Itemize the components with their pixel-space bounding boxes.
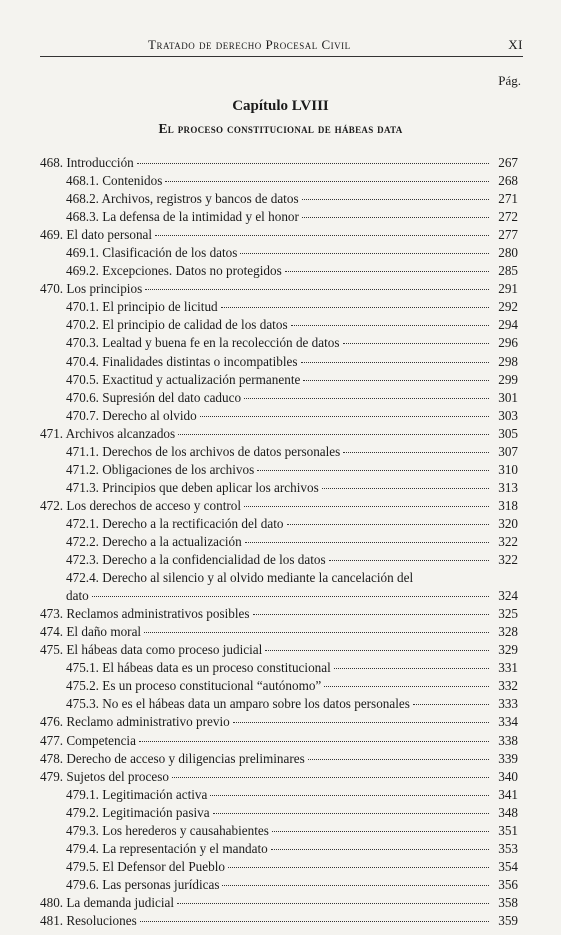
toc-entry-page: 294 <box>498 317 518 333</box>
leader-dots <box>139 740 489 742</box>
leader-dots <box>302 216 489 218</box>
toc-entry-label: 472.4. Derecho al silencio y al olvido mediante la cancelación del <box>66 570 414 586</box>
leader-dots <box>210 794 489 796</box>
toc-entry-label: 470.4. Finalidades distintas o incompatibles <box>66 353 298 369</box>
toc-entry-label: 475.3. No es el hábeas data un amparo sobre los datos personales <box>66 696 410 712</box>
toc-entry-page: 334 <box>498 714 518 730</box>
toc-entry-label: 469.2. Excepciones. Datos no protegidos <box>66 263 282 279</box>
leader-dots <box>303 379 489 381</box>
toc-entry-label: 469. El dato personal <box>40 227 153 243</box>
toc-entry <box>40 262 518 280</box>
toc-entry-label: 471.3. Principios que deben aplicar los archivos <box>66 479 319 495</box>
toc-entry <box>40 371 518 389</box>
leader-dots <box>244 397 489 399</box>
running-header <box>40 36 523 57</box>
toc-entry-page: 359 <box>498 912 518 928</box>
leader-dots <box>233 721 489 723</box>
toc-entry-page: 332 <box>498 678 518 694</box>
toc-entry-page: 296 <box>498 335 518 351</box>
leader-dots <box>343 342 489 344</box>
leader-dots <box>343 451 489 453</box>
toc-entry-label: 474. El daño moral <box>40 624 142 640</box>
toc-entry-page: 338 <box>498 732 518 748</box>
toc-entry <box>40 461 518 479</box>
toc-entry <box>40 208 518 226</box>
toc-entry <box>40 695 518 713</box>
toc-entry-label: 471. Archivos alcanzados <box>40 425 176 441</box>
toc-entry-label: 472.1. Derecho a la rectificación del dato <box>66 515 284 531</box>
toc-entry <box>40 190 518 208</box>
leader-dots <box>308 758 489 760</box>
toc-entry-page: 280 <box>498 245 518 261</box>
leader-dots <box>301 361 490 363</box>
leader-dots <box>245 541 489 543</box>
leader-dots <box>329 559 489 561</box>
leader-dots <box>144 631 489 633</box>
book-title: Tratado de derecho Procesal Civil <box>148 37 351 52</box>
leader-dots <box>271 848 489 850</box>
leader-dots <box>257 469 489 471</box>
toc-entry-page: 291 <box>498 281 518 297</box>
toc-entry-page: 329 <box>498 642 518 658</box>
toc-entry-page: 356 <box>498 876 518 892</box>
toc-entry-label: 472.3. Derecho a la confidencialidad de los datos <box>66 552 326 568</box>
toc-entry-label: 479.6. Las personas jurídicas <box>66 876 220 892</box>
toc-entry <box>40 244 518 262</box>
toc-entry-page: 333 <box>498 696 518 712</box>
toc-entry <box>40 713 518 731</box>
toc-entry-label: 472. Los derechos de acceso y control <box>40 497 242 513</box>
toc-entry-label: 478. Derecho de acceso y diligencias preliminares <box>40 750 305 766</box>
toc-entry-page: 303 <box>498 407 518 423</box>
toc-entry-page: 351 <box>498 822 518 838</box>
leader-dots <box>172 776 489 778</box>
toc-entry <box>40 226 518 244</box>
leader-dots <box>302 198 489 200</box>
toc-entry-label: 468.3. La defensa de la intimidad y el honor <box>66 209 299 225</box>
leader-dots <box>228 866 489 868</box>
toc-entry-page: 331 <box>498 660 518 676</box>
toc-entry-page: 272 <box>498 209 518 225</box>
toc-entry-page: 298 <box>498 353 518 369</box>
toc-entry-label: 470.7. Derecho al olvido <box>66 407 197 423</box>
toc-entry-label: 477. Competencia <box>40 732 136 748</box>
toc-entry <box>40 623 518 641</box>
leader-dots <box>221 306 489 308</box>
toc-entry-label: 475.1. El hábeas data es un proceso constitucional <box>66 660 331 676</box>
toc-entry <box>40 515 518 533</box>
leader-dots <box>413 703 489 705</box>
toc-entry <box>40 804 518 822</box>
toc-entry-label: 468. Introducción <box>40 155 134 170</box>
toc-entry-label: 472.2. Derecho a la actualización <box>66 533 242 549</box>
leader-dots <box>244 505 489 507</box>
toc-entry <box>40 389 518 407</box>
toc-entry <box>40 425 518 443</box>
leader-dots <box>265 649 489 651</box>
leader-dots <box>213 812 489 814</box>
toc-entry-label-continued: dato <box>66 588 89 604</box>
toc-entry-label: 475. El hábeas data como proceso judicial <box>40 642 263 658</box>
leader-dots <box>324 685 489 687</box>
toc-entry-label: 479.1. Legitimación activa <box>66 786 208 802</box>
leader-dots <box>334 667 489 669</box>
toc-entry-page: 325 <box>498 606 518 622</box>
toc-entry-page: 310 <box>498 461 518 477</box>
toc-entry <box>40 912 518 930</box>
toc-entry-page: 320 <box>498 515 518 531</box>
toc-entry <box>40 641 518 659</box>
leader-dots <box>178 433 489 435</box>
leader-dots <box>291 324 489 326</box>
toc-entry-label: 479.4. La representación y el mandato <box>66 840 268 856</box>
toc-entry <box>40 154 518 172</box>
toc-entry-page: 322 <box>498 533 518 549</box>
toc-entry <box>40 732 518 750</box>
toc-entry-page: 328 <box>498 624 518 640</box>
toc-entry-label: 479. Sujetos del proceso <box>40 768 169 784</box>
leader-dots <box>165 180 489 182</box>
toc-entry <box>40 353 518 371</box>
toc-entry <box>40 334 518 352</box>
toc-entry-page: 354 <box>498 858 518 874</box>
toc-entry-label: 471.2. Obligaciones de los archivos <box>66 461 255 477</box>
toc-entry-label: 471.1. Derechos de los archivos de datos personales <box>66 443 341 459</box>
toc-entry-page: 267 <box>498 155 518 170</box>
toc-entry-page: 324 <box>498 588 518 604</box>
toc-entry-label: 470.2. El principio de calidad de los datos <box>66 317 288 333</box>
leader-dots <box>272 830 489 832</box>
leader-dots <box>140 920 489 922</box>
toc-entry-label: 468.1. Contenidos <box>66 173 163 189</box>
toc-entry-label: 479.3. Los herederos y causahabientes <box>66 822 269 838</box>
leader-dots <box>177 902 489 904</box>
toc-entry-label: 470.5. Exactitud y actualización permanente <box>66 371 301 387</box>
toc-entry-page: 271 <box>498 191 518 207</box>
leader-dots <box>92 595 489 597</box>
toc-entry-page: 318 <box>498 497 518 513</box>
toc-entry <box>40 786 518 804</box>
toc-entry-page: 268 <box>498 173 518 189</box>
leader-dots <box>287 523 490 525</box>
toc-entry-label: 476. Reclamo administrativo previo <box>40 714 230 730</box>
toc-entry-label: 470.6. Supresión del dato caduco <box>66 389 242 405</box>
toc-entry-page: 340 <box>498 768 518 784</box>
toc-entry-page: 341 <box>498 786 518 802</box>
toc-entry <box>40 605 518 623</box>
leader-dots <box>240 252 489 254</box>
toc-entry <box>40 443 518 461</box>
toc-entry-page: 301 <box>498 389 518 405</box>
toc-entry <box>40 822 518 840</box>
table-of-contents <box>40 154 518 930</box>
leader-dots <box>253 613 489 615</box>
toc-entry-label: 479.2. Legitimación pasiva <box>66 804 210 820</box>
toc-entry-page: 307 <box>498 443 518 459</box>
toc-entry-page: 292 <box>498 299 518 315</box>
leader-dots <box>155 234 489 236</box>
toc-entry-label: 470.1. El principio de licitud <box>66 299 218 315</box>
toc-entry-page: 348 <box>498 804 518 820</box>
toc-entry <box>40 894 518 912</box>
toc-entry-label: 481. Resoluciones <box>40 912 137 928</box>
leader-dots <box>222 884 489 886</box>
toc-entry-page: 285 <box>498 263 518 279</box>
toc-entry-page: 305 <box>498 425 518 441</box>
toc-entry-page: 339 <box>498 750 518 766</box>
toc-entry <box>40 551 518 569</box>
leader-dots <box>145 288 489 290</box>
toc-entry-label: 475.2. Es un proceso constitucional “autónomo” <box>66 678 322 694</box>
toc-entry-page: 299 <box>498 371 518 387</box>
toc-entry-page: 277 <box>498 227 518 243</box>
page-number: XI <box>508 37 523 52</box>
leader-dots <box>322 487 489 489</box>
toc-entry <box>40 298 518 316</box>
leader-dots <box>285 270 489 272</box>
toc-entry <box>40 876 518 894</box>
leader-dots <box>137 162 489 164</box>
page-column-label: Pág. <box>498 73 521 88</box>
toc-entry <box>40 659 518 677</box>
toc-entry <box>40 533 518 551</box>
chapter-subtitle: El proceso constitucional de hábeas data <box>158 121 403 136</box>
toc-entry-label: 470. Los principios <box>40 281 143 297</box>
toc-entry <box>40 840 518 858</box>
toc-entry <box>40 858 518 876</box>
toc-entry <box>40 569 518 605</box>
toc-entry <box>40 768 518 786</box>
toc-entry-page: 353 <box>498 840 518 856</box>
toc-entry <box>40 750 518 768</box>
toc-entry-page: 322 <box>498 552 518 568</box>
toc-entry-label: 470.3. Lealtad y buena fe en la recolección de datos <box>66 335 340 351</box>
toc-entry <box>40 497 518 515</box>
toc-entry <box>40 407 518 425</box>
toc-entry <box>40 172 518 190</box>
toc-entry <box>40 677 518 695</box>
toc-entry-label: 473. Reclamos administrativos posibles <box>40 606 250 622</box>
leader-dots <box>200 415 489 417</box>
toc-entry <box>40 316 518 334</box>
toc-entry <box>40 479 518 497</box>
toc-entry <box>40 280 518 298</box>
toc-entry-label: 468.2. Archivos, registros y bancos de datos <box>66 191 299 207</box>
toc-entry-label: 469.1. Clasificación de los datos <box>66 245 238 261</box>
chapter-title: Capítulo LVIII <box>232 98 329 114</box>
toc-entry-label: 480. La demanda judicial <box>40 894 175 910</box>
toc-entry-page: 358 <box>498 894 518 910</box>
toc-entry-page: 313 <box>498 479 518 495</box>
toc-entry-label: 479.5. El Defensor del Pueblo <box>66 858 225 874</box>
